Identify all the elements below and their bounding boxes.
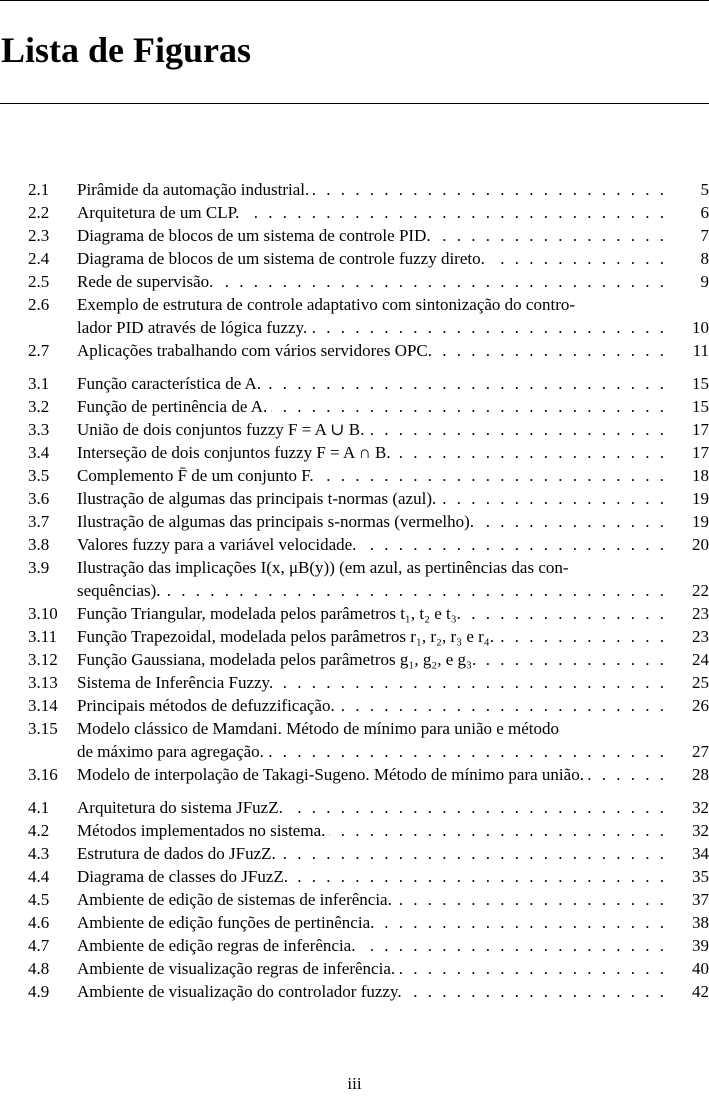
figure-list bbox=[0, 178, 709, 1003]
figure-entry[interactable] bbox=[0, 957, 709, 980]
figure-entry[interactable] bbox=[0, 888, 709, 911]
figure-number: 2.4 bbox=[28, 249, 50, 268]
figure-caption: Métodos implementados no sistema. bbox=[77, 821, 329, 840]
figure-number: 2.2 bbox=[28, 203, 50, 222]
figure-page-number: 23 bbox=[688, 602, 709, 625]
figure-caption: Exemplo de estrutura de controle adaptativo com sintonização do contro- bbox=[77, 295, 579, 314]
figure-entry[interactable] bbox=[0, 201, 709, 224]
figure-number: 2.5 bbox=[28, 272, 50, 291]
figure-number: 3.9 bbox=[28, 558, 50, 577]
figure-caption: Modelo clássico de Mamdani. Método de mínimo para união e método bbox=[77, 719, 563, 738]
figure-entry[interactable] bbox=[0, 763, 709, 786]
figure-page-number: 32 bbox=[688, 819, 709, 842]
figure-page-number: 7 bbox=[697, 224, 709, 247]
figure-number: 4.8 bbox=[28, 959, 50, 978]
figure-caption: Aplicações trabalhando com vários servidores OPC. bbox=[77, 341, 436, 360]
figure-caption: Sistema de Inferência Fuzzy. bbox=[77, 673, 277, 692]
figure-caption: Função Gaussiana, modelada pelos parâmetros g₁, g₂, e g₃. bbox=[77, 650, 480, 669]
figure-page-number: 37 bbox=[688, 888, 709, 911]
figure-number: 3.14 bbox=[28, 696, 58, 715]
figure-caption: Função característica de A. bbox=[77, 374, 265, 393]
figure-page-number: 20 bbox=[688, 533, 709, 556]
figure-caption: Ambiente de edição de sistemas de inferência. bbox=[77, 890, 396, 909]
figure-page-number: 25 bbox=[688, 671, 709, 694]
figure-number: 3.11 bbox=[28, 627, 58, 646]
figure-caption: Ilustração de algumas das principais t-normas (azul). bbox=[77, 489, 440, 508]
figure-caption: Ilustração das implicações I(x, μB(y)) (em azul, as pertinências das con- bbox=[77, 558, 573, 577]
figure-caption: Ambiente de visualização regras de inferência. bbox=[77, 959, 399, 978]
figure-page-number: 8 bbox=[697, 247, 709, 270]
figure-number: 3.7 bbox=[28, 512, 50, 531]
figure-number: 4.5 bbox=[28, 890, 50, 909]
figure-caption: lador PID através de lógica fuzzy. bbox=[77, 318, 311, 337]
figure-caption: Função Trapezoidal, modelada pelos parâmetros r₁, r₂, r₃ e r₄. bbox=[77, 627, 498, 646]
figure-number: 3.13 bbox=[28, 673, 58, 692]
figure-number: 2.1 bbox=[28, 180, 50, 199]
figure-caption: sequências). bbox=[77, 581, 165, 600]
figure-page-number: 42 bbox=[688, 980, 709, 1003]
figure-caption: Diagrama de blocos de um sistema de controle PID. bbox=[77, 226, 435, 245]
figure-number: 3.2 bbox=[28, 397, 50, 416]
title-rule bbox=[0, 103, 709, 104]
figure-number: 2.6 bbox=[28, 295, 50, 314]
figure-page-number: 38 bbox=[688, 911, 709, 934]
figure-entry[interactable] bbox=[0, 533, 709, 556]
figure-number: 3.6 bbox=[28, 489, 50, 508]
figure-number: 3.16 bbox=[28, 765, 58, 784]
figure-caption: Rede de supervisão. bbox=[77, 272, 217, 291]
figure-caption: Função de pertinência de A. bbox=[77, 397, 271, 416]
figure-page-number: 27 bbox=[688, 740, 709, 763]
figure-page-number: 23 bbox=[688, 625, 709, 648]
figure-page-number: 34 bbox=[688, 842, 709, 865]
figure-number: 4.9 bbox=[28, 982, 50, 1001]
figure-page-number: 6 bbox=[697, 201, 709, 224]
figure-caption: Ambiente de visualização do controlador fuzzy. bbox=[77, 982, 406, 1001]
figure-number: 2.7 bbox=[28, 341, 50, 360]
figure-entry[interactable] bbox=[0, 270, 709, 293]
figure-caption: Arquitetura do sistema JFuzZ. bbox=[77, 798, 287, 817]
figure-number: 3.4 bbox=[28, 443, 50, 462]
figure-page-number: 15 bbox=[688, 372, 709, 395]
figure-caption: de máximo para agregação. bbox=[77, 742, 268, 761]
figure-number: 3.3 bbox=[28, 420, 50, 439]
figure-caption: Interseção de dois conjuntos fuzzy F = A ∩ B. bbox=[77, 443, 395, 462]
figure-number: 3.12 bbox=[28, 650, 58, 669]
figure-caption: Diagrama de classes do JFuzZ. bbox=[77, 867, 292, 886]
figure-caption: Arquitetura de um CLP. bbox=[77, 203, 243, 222]
figure-entry[interactable] bbox=[0, 178, 709, 201]
figure-number: 3.1 bbox=[28, 374, 50, 393]
figure-caption: Função Triangular, modelada pelos parâmetros t₁, t₂ e t₃. bbox=[77, 604, 465, 623]
figure-page-number: 5 bbox=[697, 178, 709, 201]
figure-page-number: 15 bbox=[688, 395, 709, 418]
figure-caption: Pirâmide da automação industrial. bbox=[77, 180, 313, 199]
figure-page-number: 19 bbox=[688, 510, 709, 533]
figure-caption: Diagrama de blocos de um sistema de controle fuzzy direto. bbox=[77, 249, 489, 268]
figure-caption: Valores fuzzy para a variável velocidade. bbox=[77, 535, 360, 554]
figure-page-number: 9 bbox=[697, 270, 709, 293]
figure-number: 3.10 bbox=[28, 604, 58, 623]
figure-page-number: 11 bbox=[689, 339, 709, 362]
figure-number: 4.2 bbox=[28, 821, 50, 840]
figure-entry[interactable] bbox=[0, 819, 709, 842]
page-title: Lista de Figuras bbox=[1, 30, 252, 70]
figure-entry[interactable] bbox=[0, 602, 709, 625]
figure-caption: Complemento F̄ de um conjunto F. bbox=[77, 466, 318, 485]
figure-page-number: 18 bbox=[688, 464, 709, 487]
figure-caption: Principais métodos de defuzzificação. bbox=[77, 696, 339, 715]
figure-number: 3.8 bbox=[28, 535, 50, 554]
figure-number: 4.6 bbox=[28, 913, 50, 932]
figure-entry[interactable] bbox=[0, 842, 709, 865]
figure-number: 4.3 bbox=[28, 844, 50, 863]
top-rule bbox=[0, 0, 709, 1]
figure-caption: Modelo de interpolação de Takagi-Sugeno. Método de mínimo para união. bbox=[77, 765, 588, 784]
figure-entry[interactable] bbox=[0, 224, 709, 247]
figure-entry[interactable] bbox=[0, 625, 709, 648]
figure-page-number: 10 bbox=[688, 316, 709, 339]
figure-entry[interactable] bbox=[0, 717, 709, 763]
figure-entry[interactable] bbox=[0, 911, 709, 934]
figure-page-number: 17 bbox=[688, 441, 709, 464]
figure-entry[interactable] bbox=[0, 648, 709, 671]
figure-number: 4.1 bbox=[28, 798, 50, 817]
figure-entry[interactable] bbox=[0, 796, 709, 819]
figure-page-number: 17 bbox=[688, 418, 709, 441]
figure-caption: Ambiente de edição regras de inferência. bbox=[77, 936, 359, 955]
figure-entry[interactable] bbox=[0, 441, 709, 464]
figure-page-number: 32 bbox=[688, 796, 709, 819]
figure-entry[interactable] bbox=[0, 487, 709, 510]
figure-caption: Estrutura de dados do JFuzZ. bbox=[77, 844, 280, 863]
figure-number: 4.7 bbox=[28, 936, 50, 955]
figure-page-number: 22 bbox=[688, 579, 709, 602]
figure-entry[interactable] bbox=[0, 418, 709, 441]
figure-caption: União de dois conjuntos fuzzy F = A ∪ B. bbox=[77, 420, 368, 439]
figure-entry[interactable] bbox=[0, 339, 709, 362]
figure-page-number: 40 bbox=[688, 957, 709, 980]
figure-caption: Ambiente de edição funções de pertinência. bbox=[77, 913, 378, 932]
figure-caption: Ilustração de algumas das principais s-normas (vermelho). bbox=[77, 512, 478, 531]
figure-entry[interactable] bbox=[0, 464, 709, 487]
figure-page-number: 35 bbox=[688, 865, 709, 888]
figure-entry[interactable] bbox=[0, 694, 709, 717]
figure-entry[interactable] bbox=[0, 372, 709, 395]
figure-entry[interactable] bbox=[0, 934, 709, 957]
figure-page-number: 28 bbox=[688, 763, 709, 786]
figure-number: 3.5 bbox=[28, 466, 50, 485]
figure-page-number: 19 bbox=[688, 487, 709, 510]
page-number: iii bbox=[347, 1074, 362, 1093]
figure-entry[interactable] bbox=[0, 293, 709, 339]
figure-page-number: 26 bbox=[688, 694, 709, 717]
figure-entry[interactable] bbox=[0, 247, 709, 270]
figure-entry[interactable] bbox=[0, 556, 709, 602]
figure-number: 4.4 bbox=[28, 867, 50, 886]
figure-entry[interactable] bbox=[0, 395, 709, 418]
figure-entry[interactable] bbox=[0, 865, 709, 888]
figure-entry[interactable] bbox=[0, 510, 709, 533]
figure-entry[interactable] bbox=[0, 980, 709, 1003]
figure-number: 2.3 bbox=[28, 226, 50, 245]
figure-number: 3.15 bbox=[28, 719, 58, 738]
figure-page-number: 24 bbox=[688, 648, 709, 671]
figure-entry[interactable] bbox=[0, 671, 709, 694]
figure-page-number: 39 bbox=[688, 934, 709, 957]
